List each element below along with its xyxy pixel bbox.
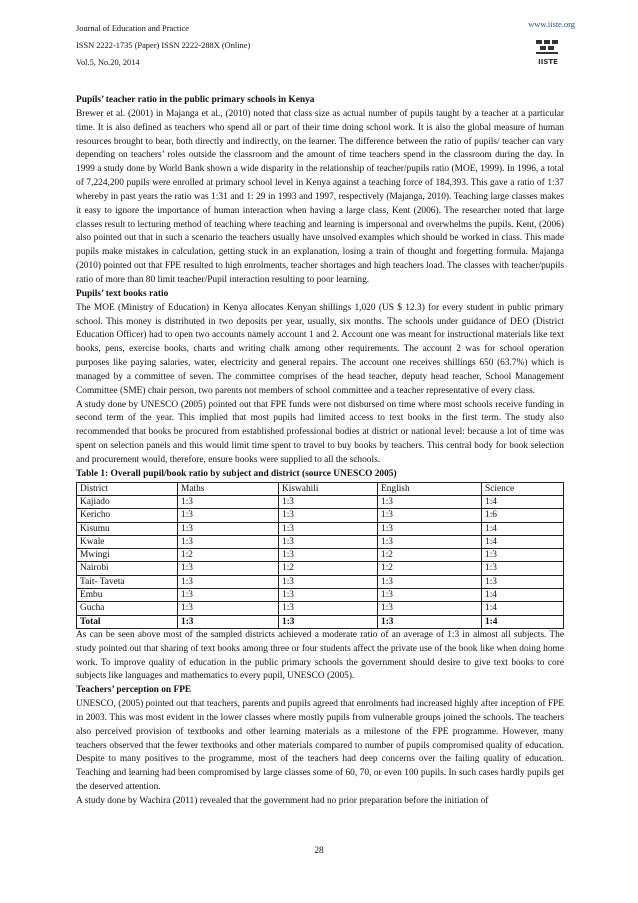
journal-url-link[interactable]: www.iiste.org	[528, 20, 575, 29]
table-cell: Gucha	[77, 602, 178, 615]
table-cell: 1:4	[482, 589, 564, 602]
table-cell: Kwale	[77, 535, 178, 548]
table-cell: 1:3	[178, 589, 279, 602]
paragraph-moe-allocation: The MOE (Ministry of Education) in Kenya allocates Kenyan shillings 1,020 (US $ 12.3) for every student in public primary school. This money is distributed in two deposits per year, usually, six months. The schools under guidance of DEO (District Education Officer) had to open two accounts namely account 1 and 2. Account one was meant for instructional materials like text books, pens, exercise books, charts and writing chalk among other requirements. The account 2 was for school operation purposes like paying salaries, water, electricity and general repairs. The account one receives shillings 650 (63.7%) which is managed by a committee of seven. The committee comprises of the head teacher, deputy head teacher, School Management Committee (SME) chair person, two parents not members of school committee and a teacher representative of every class.	[76, 302, 564, 396]
table-cell: 1:4	[482, 602, 564, 615]
table-row	[77, 602, 564, 615]
table-cell: 1:3	[178, 575, 279, 588]
table-cell: 1:3	[279, 615, 378, 628]
table-cell: 1:3	[178, 509, 279, 522]
table-cell: 1:3	[279, 495, 378, 508]
table-cell: 1:3	[482, 549, 564, 562]
table-cell: 1:2	[378, 549, 482, 562]
section-heading-text-books: Pupils’ text books ratio	[76, 288, 169, 299]
table-cell: 1:3	[378, 602, 482, 615]
table-cell: 1:3	[178, 615, 279, 628]
table-total-row	[77, 615, 564, 628]
table-cell: 1:6	[482, 509, 564, 522]
table-cell: 1:3	[178, 535, 279, 548]
table-cell: 1:3	[279, 589, 378, 602]
table-cell: 1:4	[482, 535, 564, 548]
journal-volume: Vol.5, No.20, 2014	[76, 58, 140, 67]
table-header-cell: District	[77, 482, 178, 495]
table-cell: 1:3	[378, 522, 482, 535]
table-cell: Nairobi	[77, 562, 178, 575]
table-cell: 1:3	[378, 495, 482, 508]
table-row	[77, 495, 564, 508]
paragraph-wachira-study: A study done by Wachira (2011) revealed that the government had no prior preparation before the initiation of	[76, 796, 489, 807]
table-cell: 1:3	[279, 549, 378, 562]
table-row	[77, 535, 564, 548]
table-header-row	[77, 482, 564, 495]
table-cell: Tait- Taveta	[77, 575, 178, 588]
table-row	[77, 575, 564, 588]
section-heading-teacher-perception: Teachers’ perception on FPE	[76, 685, 192, 696]
table-cell: Kericho	[77, 509, 178, 522]
pupil-book-ratio-table	[76, 482, 564, 629]
table-cell: 1:3	[482, 575, 564, 588]
logo-text: IISTE	[538, 58, 558, 66]
table-cell: 1:3	[378, 535, 482, 548]
table-header-cell: Science	[482, 482, 564, 495]
paragraph-teacher-ratio: Brewer et al. (2001) in Majanga et al., (2010) noted that class size as actual number of pupils taught by a teacher at a particular time. It is also defined as teachers who spend all or part of their time doing school work. It is also the global measure of human resources brought to bear, both directly and indirectly, on the learner. The difference between the ratio of pupils/ teacher can vary depending on teachers’ roles outside the classroom and the amount of time teachers spend in the classroom during the day. In 1999 a study done by World Bank shown a wide disparity in the relationship of teacher/pupils ratio (MOE, 1999). In 1996, a total of 7,224,200 pupils were enrolled at primary school level in Kenya against a teaching force of 184,393. This gave a ratio of 1:37 whereby in past years the ratio was 1:31 and 1: 29 in 1993 and 1997, respectively (Majanga, 2010). Teaching large classes makes it easy to ignore the importance of human interaction when having a large class, Kent (2006). The researcher noted that large classes result to lecturing method of teaching where teaching and learning is impersonal and overwhelms the pupils. Kent, (2006) also pointed out that in such a scenario the teachers usually have unsolved examples which should be worked in class. This made pupils make mistakes in calculation, getting stuck in an explanation, losing a train of thought and forgetting formula. Majanga (2010) pointed out that FPE resulted to high enrolments, teacher shortages and high teachers load. The classes with teacher/pupils ratio of more than 80 limit teacher/Pupil interaction resulting to poor learning.	[76, 108, 564, 285]
journal-header	[76, 20, 250, 71]
article-body	[76, 94, 564, 809]
table-row	[77, 589, 564, 602]
table-cell: 1:3	[378, 589, 482, 602]
table-cell: Embu	[77, 589, 178, 602]
table-cell: 1:3	[378, 509, 482, 522]
table-row	[77, 549, 564, 562]
table-cell: Total	[77, 615, 178, 628]
table-row	[77, 509, 564, 522]
table-cell: 1:3	[378, 575, 482, 588]
paragraph-teacher-perception: UNESCO, (2005) pointed out that teachers, parents and pupils agreed that enrolments had increased highly after inception of FPE in 2003. This was most evident in the lower classes where mostly pupils from vulnerable groups joined the schools. The teachers also perceived provision of textbooks and other learning materials as a milestone of the FPE programme. However, many teachers observed that the fewer textbooks and other materials compared to number of pupils compromised quality of education. Despite to many positives to the programme, most of the teachers had deep concerns over the failing quality of education. Teaching and learning had been compromised by large classes some of 60, 70, or even 100 pupils. In such cases hardly pupils get the deserved attention.	[76, 699, 564, 793]
journal-issn: ISSN 2222-1735 (Paper) ISSN 2222-288X (Online)	[76, 41, 251, 50]
table-cell: 1:3	[279, 575, 378, 588]
table-header-cell: Maths	[178, 482, 279, 495]
table-cell: 1:4	[482, 522, 564, 535]
table-cell: 1:3	[279, 535, 378, 548]
table-cell: Mwingi	[77, 549, 178, 562]
table-caption: Table 1: Overall pupil/book ratio by subject and district (source UNESCO 2005)	[76, 468, 397, 479]
table-header-cell: Kiswahili	[279, 482, 378, 495]
table-cell: Kisumu	[77, 522, 178, 535]
table-cell: 1:3	[178, 602, 279, 615]
table-header-cell: English	[378, 482, 482, 495]
table-cell: 1:2	[279, 562, 378, 575]
table-row	[77, 522, 564, 535]
table-cell: 1:3	[178, 495, 279, 508]
paragraph-unesco-study: A study done by UNESCO (2005) pointed out that FPE funds were not disbursed on time where most schools receive funding in second term of the year. This implied that most pupils had limited access to text books in the first term. The study also recommended that books be procured from established professional bodies at district or national level: because a lot of time was spent on selection panels and this would limit time spent to travel to buy books by teachers. This central body for book selection and procurement would, therefore, ensure books were supplied to all the schools.	[76, 399, 564, 465]
table-cell: 1:2	[178, 549, 279, 562]
table-cell: 1:3	[482, 562, 564, 575]
table-cell: 1:2	[378, 562, 482, 575]
table-cell: 1:3	[279, 602, 378, 615]
table-cell: 1:4	[482, 615, 564, 628]
paragraph-table-discussion: As can be seen above most of the sampled districts achieved a moderate ratio of an average of 1:3 in almost all subjects. The study pointed out that sharing of text books among three or four students affect the private use of the book like when doing home work. To improve quality of education in the public primary schools the government should desire to give text books to core subjects like languages and mathematics to every pupil, UNESCO (2005).	[76, 629, 564, 682]
iiste-logo	[534, 38, 564, 68]
section-heading-teacher-ratio: Pupils’ teacher ratio in the public primary schools in Kenya	[76, 95, 315, 105]
journal-title: Journal of Education and Practice	[76, 24, 190, 33]
table-cell: 1:3	[178, 522, 279, 535]
table-cell: 1:3	[279, 522, 378, 535]
table-cell: 1:3	[378, 615, 482, 628]
table-cell: 1:3	[279, 509, 378, 522]
table-row	[77, 562, 564, 575]
table-cell: Kajiado	[77, 495, 178, 508]
page-number: 28	[314, 846, 324, 856]
table-cell: 1:3	[178, 562, 279, 575]
table-cell: 1:4	[482, 495, 564, 508]
